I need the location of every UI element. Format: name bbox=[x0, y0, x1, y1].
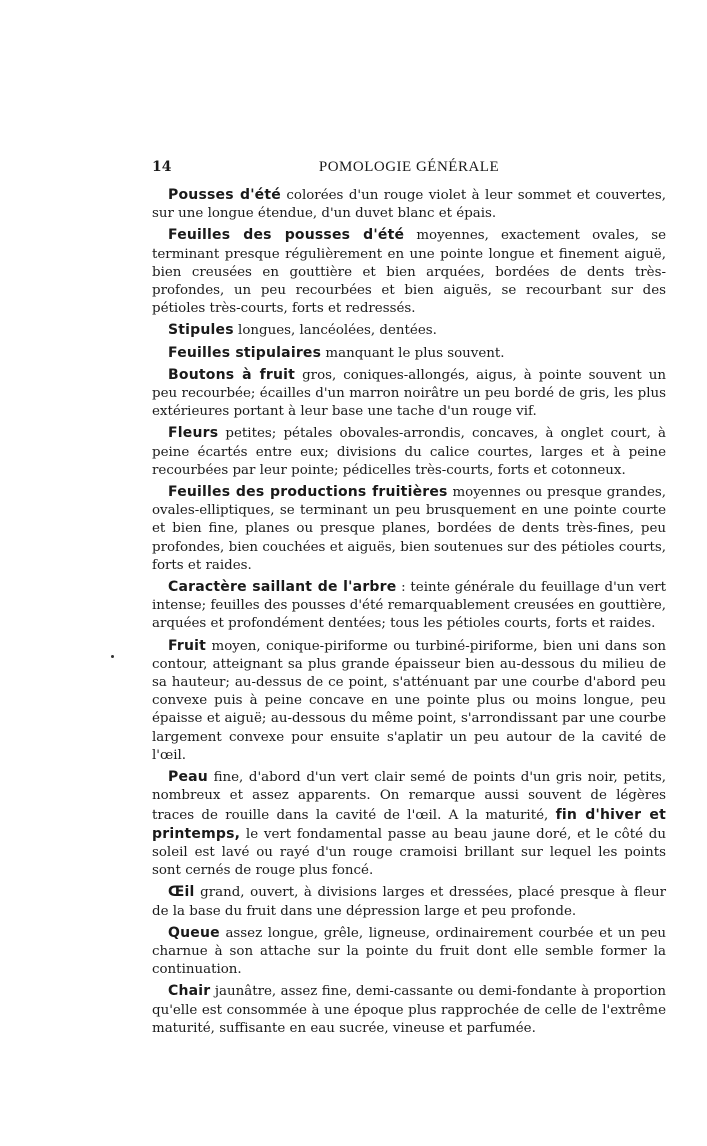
term: Boutons à fruit bbox=[168, 366, 296, 383]
running-title: POMOLOGIE GÉNÉRALE bbox=[318, 159, 500, 175]
paragraph-fleurs bbox=[152, 424, 666, 480]
paragraph-pousses bbox=[152, 186, 666, 223]
term: Caractère saillant de l'arbre bbox=[168, 579, 397, 596]
term: Stipules bbox=[168, 322, 234, 339]
term: Fruit bbox=[168, 637, 207, 654]
term: Feuilles des productions fruitières bbox=[168, 484, 448, 501]
description: moyen, conique-piriforme ou turbiné-piriforme, bien uni dans son contour, atteignant sa plus grande épaisseur bien au-dessous du milieu de sa hauteur; au-dessus de ce point, s'atténuant par une courbe d'abord peu convexe puis à peine concave en une pointe plus ou moins longue, peu épaisse et aiguë; au-dessous du même point, s'arrondissant par une courbe largement convexe pour ensuite s'aplatir un peu autour de la cavité de l'œil. bbox=[152, 638, 666, 763]
description: moyennes, exactement ovales, se terminant presque régulièrement en une pointe longue et finement aiguë, bien creusées en gouttière et bien arquées, bordées de dents très-profondes, un peu recourbées et bien aiguës, se recourbant sur des pétioles très-courts, forts et redressés. bbox=[152, 228, 666, 317]
term: Chair bbox=[168, 983, 211, 1000]
page-header bbox=[152, 158, 666, 178]
paragraph-chair bbox=[152, 982, 666, 1038]
paragraph-oeil bbox=[152, 883, 666, 920]
description: grand, ouvert, à divisions larges et dressées, placé presque à fleur de la base du fruit dans une dépression large et peu profonde. bbox=[152, 885, 666, 919]
description: longues, lancéolées, dentées. bbox=[233, 323, 437, 339]
paragraph-feuilles-productions bbox=[152, 483, 666, 575]
description: manquant le plus souvent. bbox=[321, 345, 505, 361]
term: Queue bbox=[168, 924, 220, 941]
term: Feuilles stipulaires bbox=[168, 344, 322, 361]
paragraph-peau bbox=[152, 768, 666, 880]
paragraph-stipules bbox=[152, 321, 666, 340]
description: assez longue, grêle, ligneuse, ordinairement courbée et un peu charnue à son attache sur la pointe du fruit dont elle semble former la continuation. bbox=[152, 925, 666, 978]
paragraph-feuilles-stipulaires bbox=[152, 344, 666, 363]
description: jaunâtre, assez fine, demi-cassante ou demi-fondante à proportion qu'elle est consommée à une époque plus rapprochée de celle de l'extrême maturité, suffisante en eau sucrée, vineuse et parfumée. bbox=[152, 984, 666, 1036]
paragraph-fruit bbox=[152, 637, 666, 765]
description: petites; pétales obovales-arrondis, concaves, à onglet court, à peine écartés entre eux; divisions du calice courtes, larges et à peine recourbées par leur pointe; pédicelles très-courts, forts et cotonneux. bbox=[152, 426, 666, 478]
margin-speck bbox=[111, 655, 114, 658]
term: Peau bbox=[168, 769, 208, 786]
page-number: 14 bbox=[152, 159, 172, 175]
paragraph-feuilles-pousses bbox=[152, 226, 666, 318]
description-continued: le vert fondamental passe au beau jaune doré, et le côté du soleil est lavé ou rayé d'un rouge cramoisi brillant sur lequel les points sont cernés de rouge plus foncé. bbox=[152, 826, 666, 879]
term: Fleurs bbox=[168, 425, 219, 442]
term: Œil bbox=[168, 884, 195, 901]
paragraph-boutons bbox=[152, 366, 666, 422]
book-page bbox=[152, 158, 666, 1041]
term-maturity: fin d'hiver et printemps, bbox=[152, 806, 666, 842]
description: : teinte générale du feuillage d'un vert intense; feuilles des pousses d'été remarquablement creusées en gouttière, arquées et profondément dentées; tous les pétioles courts, forts et raides. bbox=[152, 580, 666, 632]
paragraph-queue bbox=[152, 924, 666, 980]
description: colorées d'un rouge violet à leur sommet et couvertes, sur une longue étendue, d'un duvet blanc et épais. bbox=[152, 188, 666, 222]
description: gros, coniques-allongés, aigus, à pointe souvent un peu recourbée; écailles d'un marron noirâtre un peu bordé de gris, les plus extérieures portant à leur base une tache d'un rouge vif. bbox=[152, 367, 666, 420]
term: Feuilles des pousses d'été bbox=[168, 227, 405, 244]
description: fine, d'abord d'un vert clair semé de points d'un gris noir, petits, nombreux et assez apparents. On remarque aussi souvent de légères traces de rouille dans la cavité de l'œil. A la maturité, bbox=[152, 770, 666, 823]
paragraph-caractere bbox=[152, 578, 666, 634]
term: Pousses d'été bbox=[168, 187, 281, 203]
description: moyennes ou presque grandes, ovales-elliptiques, se terminant un peu brusquement en une pointe courte et bien fine, planes ou presque planes, bordées de dents très-fines, peu profondes, bien couchées et aiguës, bien soutenues sur des pétioles courts, forts et raides. bbox=[152, 485, 667, 573]
